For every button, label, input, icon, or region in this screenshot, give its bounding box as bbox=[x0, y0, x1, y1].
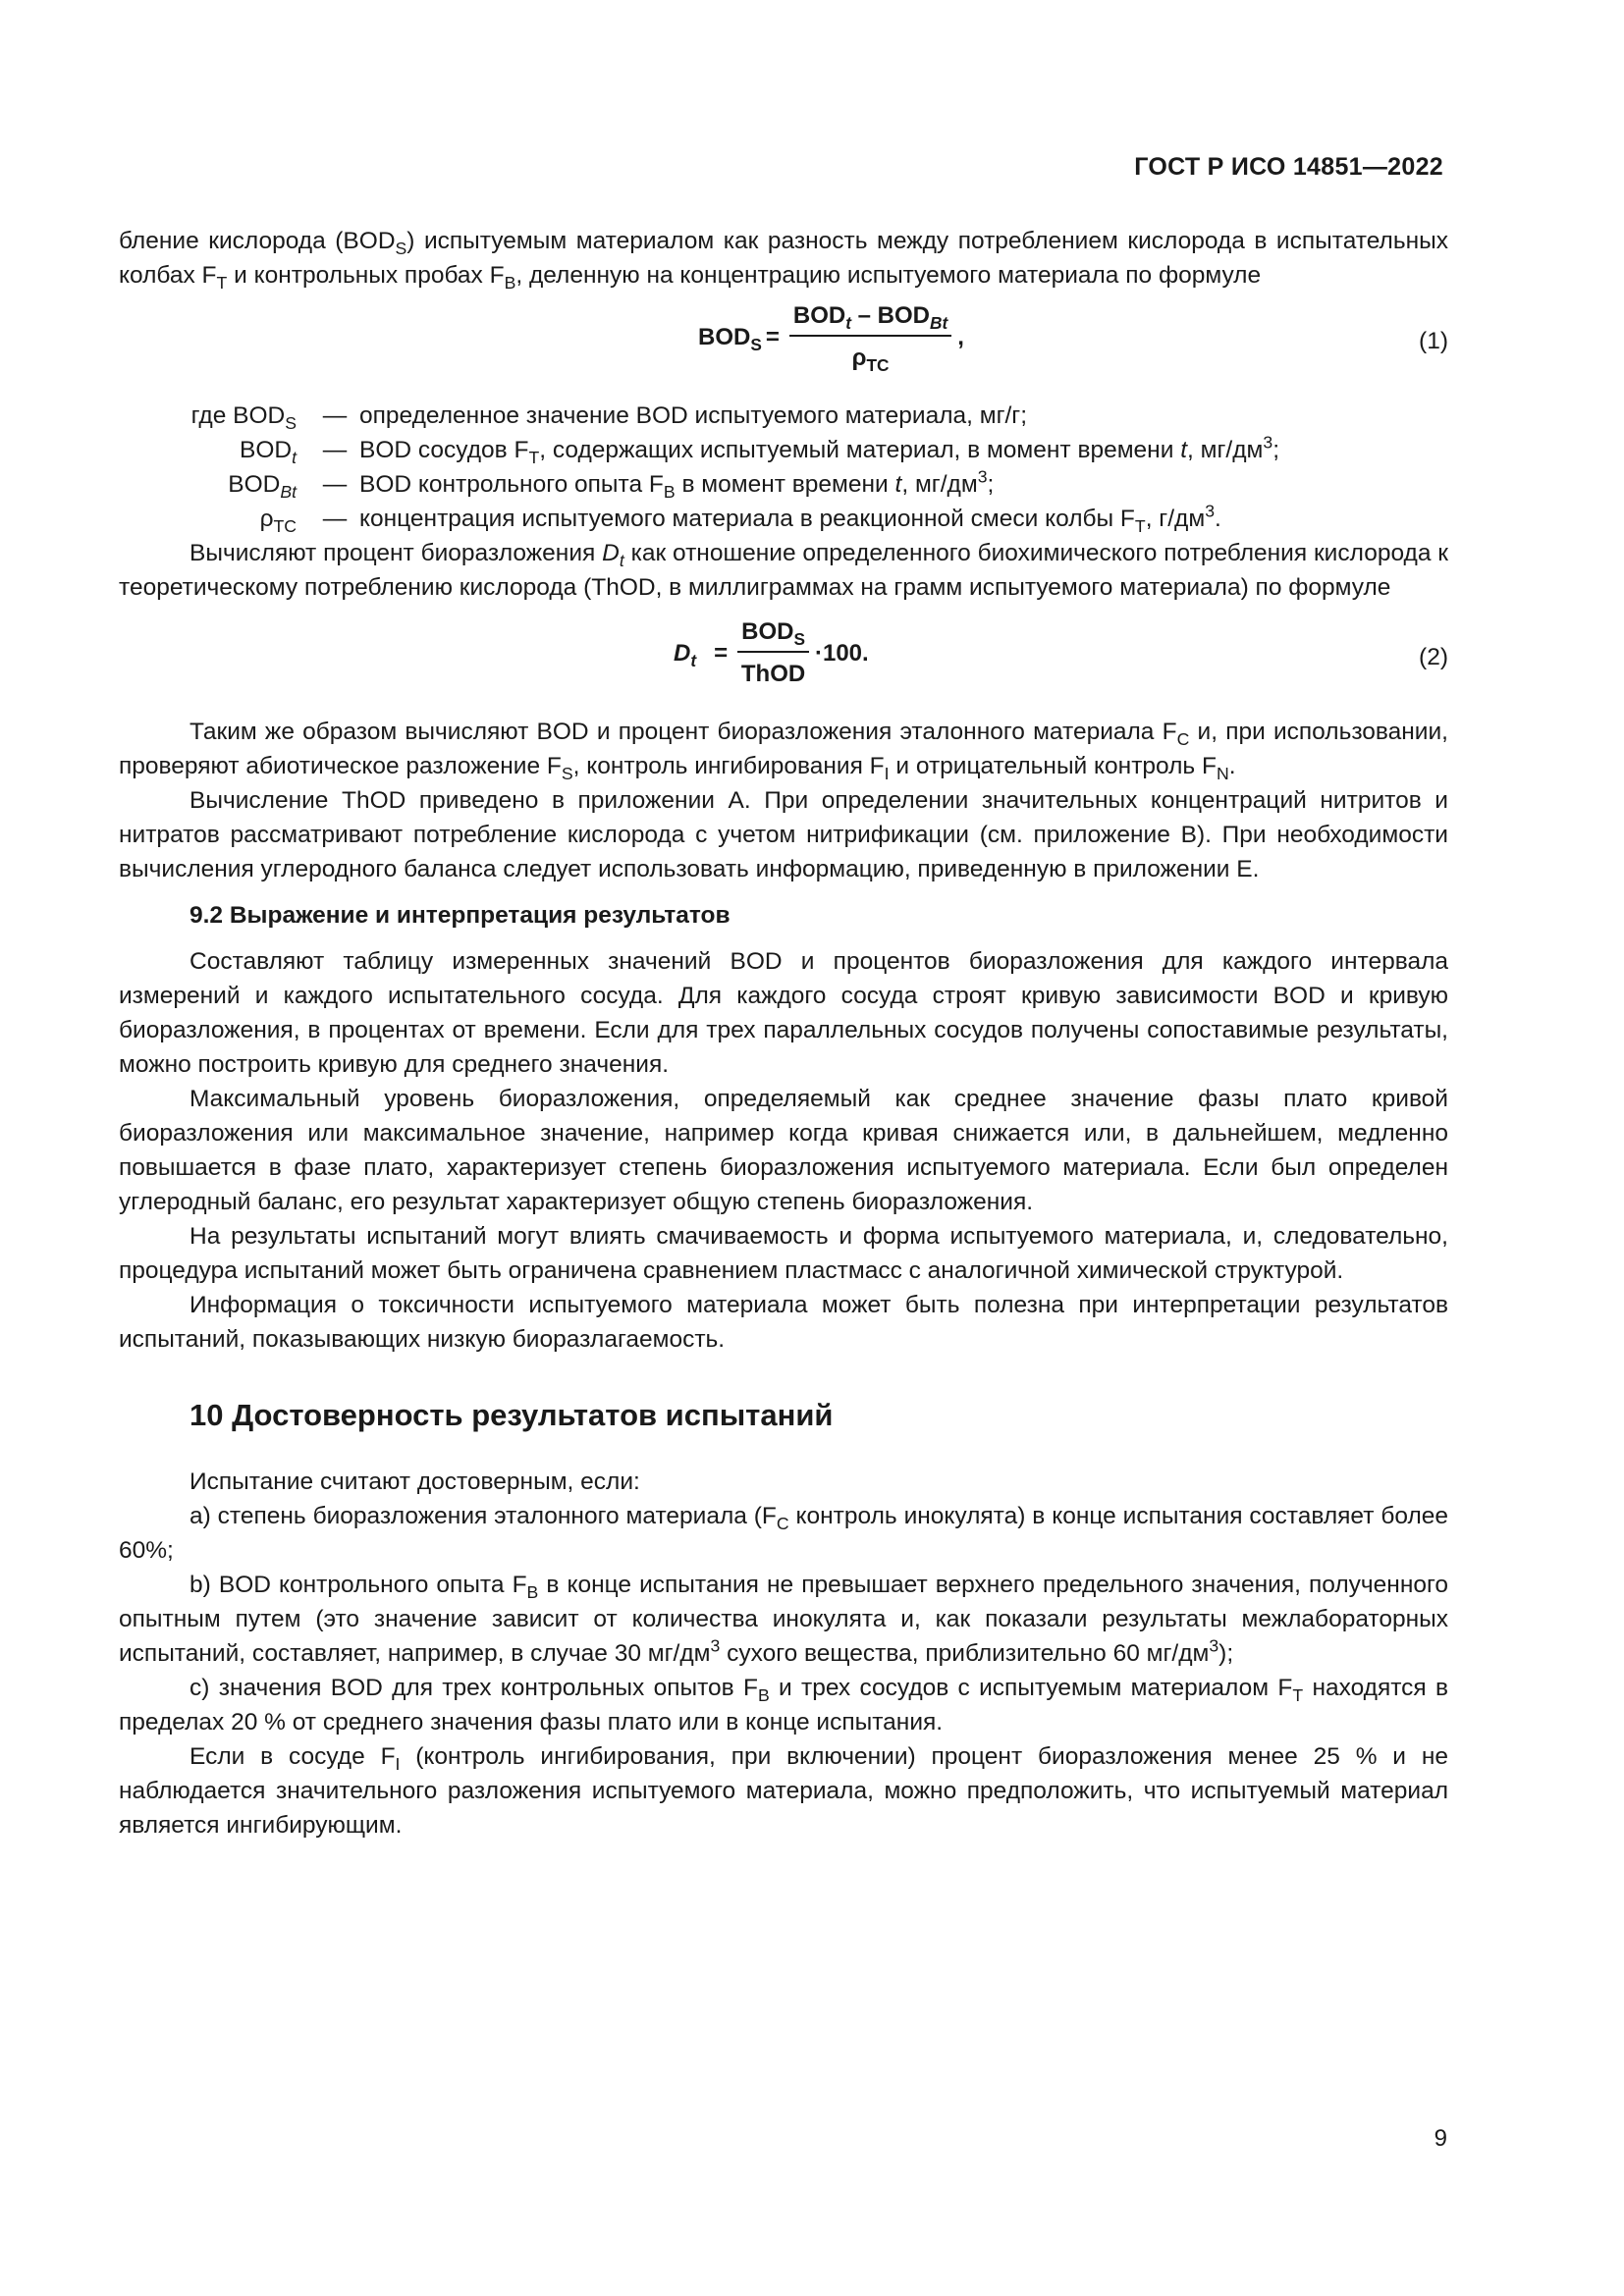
variable-definitions: где $BOD_S$ — определенное значение BOD испытуемого материала, мг/г; $BOD_t$ — BOD сосудов $F_T$, содержащих испытуемый материал, в момент времени t, $мг/дм^3$; $BOD_{Bt}$ — BOD контрольного опыта $F_B$ в момент времени t, $мг/дм^3$; $\rho_{TC}$ — концентрация испытуемого материала в реакционной смеси колбы $F_T$, $г/дм^3$. bbox=[119, 399, 1448, 536]
paragraph-toxicity: Информация о токсичности испытуемого материала может быть полезна при интерпретации результатов испытаний, показывающих низкую биоразлагаемость. bbox=[119, 1292, 1448, 1353]
paragraph-max-level: Максимальный уровень биоразложения, определяемый как среднее значение фазы плато кривой биоразложения или максимальное значение, например когда кривая снижается или, в дальнейшем, медленно повышается в фазе плато, характеризует степень биоразложения испытуемого материала. Если был определен углеродный баланс, его результат характеризует общую степень биоразложения. bbox=[119, 1086, 1448, 1215]
def-term-bods: где $BOD_S$ bbox=[190, 402, 297, 434]
paragraph-dt: Вычисляют процент биоразложения $D_t$ как отношение определенного биохимического потребления кислорода к теоретическому потреблению кислорода (ThOD, в миллиграммах на грамм испытуемого материала) по формуле bbox=[119, 540, 1448, 601]
paragraph-reference-material: Таким же образом вычисляют BOD и процент биоразложения эталонного материала $F_C$ и, при использовании, проверяют абиотическое разложение $F_S$, контроль ингибирования $F_I$ и отрицательный контроль $F_N$. bbox=[119, 719, 1448, 784]
subsection-heading-9-2: 9.2 Выражение и интерпретация результатов bbox=[189, 902, 731, 929]
document-header: ГОСТ Р ИСО 14851—2022 bbox=[1134, 153, 1443, 181]
paragraph-inhibition: Если в сосуде $F_I$ (контроль ингибирования, при включении) процент биоразложения менее 25 % и не наблюдается значительного разложения испытуемого материала, можно предположить, что испытуемый материал является ингибирующим. bbox=[119, 1743, 1448, 1839]
def-text-rhotc: концентрация испытуемого материала в реакционной смеси колбы $F_T$, $г/дм^3$. bbox=[359, 501, 1221, 537]
formula-number-1: (1) bbox=[1419, 328, 1448, 354]
def-term-rhotc: $\rho_{TC}$ bbox=[259, 506, 297, 537]
page-content bbox=[119, 224, 1448, 1842]
list-item-a: а) степень биоразложения эталонного материала ($F_C$ контроль инокулята) в конце испытания составляет более 60%; bbox=[119, 1503, 1448, 1564]
section-heading-10: 10 Достоверность результатов испытаний bbox=[189, 1398, 834, 1432]
paragraph-bod-intro: бление кислорода $(BOD_S)$ испытуемым материалом как разность между потреблением кислорода в испытательных колбах $F_T$ и контрольных пробах $F_B$, деленную на концентрацию испытуемого материала по формуле bbox=[119, 228, 1448, 294]
page-number: 9 bbox=[1434, 2125, 1447, 2152]
list-item-b: b) BOD контрольного опыта $F_B$ в конце испытания не превышает верхнего предельного значения, полученного опытным путем (это значение зависит от количества инокулята и, как показали результаты межлабораторных испытаний, составляет, например, в случае 30 $мг/дм^3$ сухого вещества, приблизительно 60 $мг/дм^3$); bbox=[119, 1572, 1449, 1667]
def-text-bods: определенное значение BOD испытуемого материала, мг/г; bbox=[359, 402, 1028, 429]
list-item-c: с) значения BOD для трех контрольных опытов $F_B$ и трех сосудов с испытуемым материалом $F_T$ находятся в пределах 20 % от среднего значения фазы плато или в конце испытания. bbox=[119, 1675, 1448, 1735]
formula-2: $D_t$ = $\frac{BOD_S}{\text{ThOD}}$ ·100. (2) bbox=[119, 614, 1448, 701]
def-term-bodt: $BOD_t$ bbox=[240, 437, 297, 468]
formula-1: $BOD_S$ = $\frac{BOD_t - BOD_{Bt}}{\rho_{TC}}$ , (1) bbox=[119, 298, 1448, 385]
paragraph-wettability: На результаты испытаний могут влиять смачиваемость и форма испытуемого материала, и, следовательно, процедура испытаний может быть ограничена сравнением пластмасс с аналогичной химической структурой. bbox=[119, 1223, 1448, 1284]
fraction-1: $\frac{BOD_t - BOD_{Bt}}{\rho_{TC}}$ bbox=[789, 298, 951, 375]
fraction-2: $\frac{BOD_S}{\text{ThOD}}$ bbox=[737, 614, 809, 691]
def-text-bodbt: BOD контрольного опыта $F_B$ в момент времени t, $мг/дм^3$; bbox=[359, 466, 995, 503]
def-text-bodt: BOD сосудов $F_T$, содержащих испытуемый материал, в момент времени t, $мг/дм^3$; bbox=[359, 432, 1279, 468]
paragraph-thod: Вычисление ThOD приведено в приложении А. При определении значительных концентраций нитритов и нитратов рассматривают потребление кислорода с учетом нитрификации (см. приложение В). При необходимости вычисления углеродного баланса следует использовать информацию, приведенную в приложении Е. bbox=[119, 787, 1448, 882]
paragraph-table: Составляют таблицу измеренных значений BOD и процентов биоразложения для каждого интервала измерений и каждого испытательного сосуда. Для каждого сосуда строят кривую зависимости BOD и кривую биоразложения, в процентах от времени. Если для трех параллельных сосудов получены сопоставимые результаты, можно построить кривую для среднего значения. bbox=[119, 948, 1448, 1078]
paragraph-validity-intro: Испытание считают достоверным, если: bbox=[189, 1468, 640, 1495]
def-term-bodbt: $BOD_{Bt}$ bbox=[228, 471, 297, 503]
formula-number-2: (2) bbox=[1419, 644, 1448, 670]
